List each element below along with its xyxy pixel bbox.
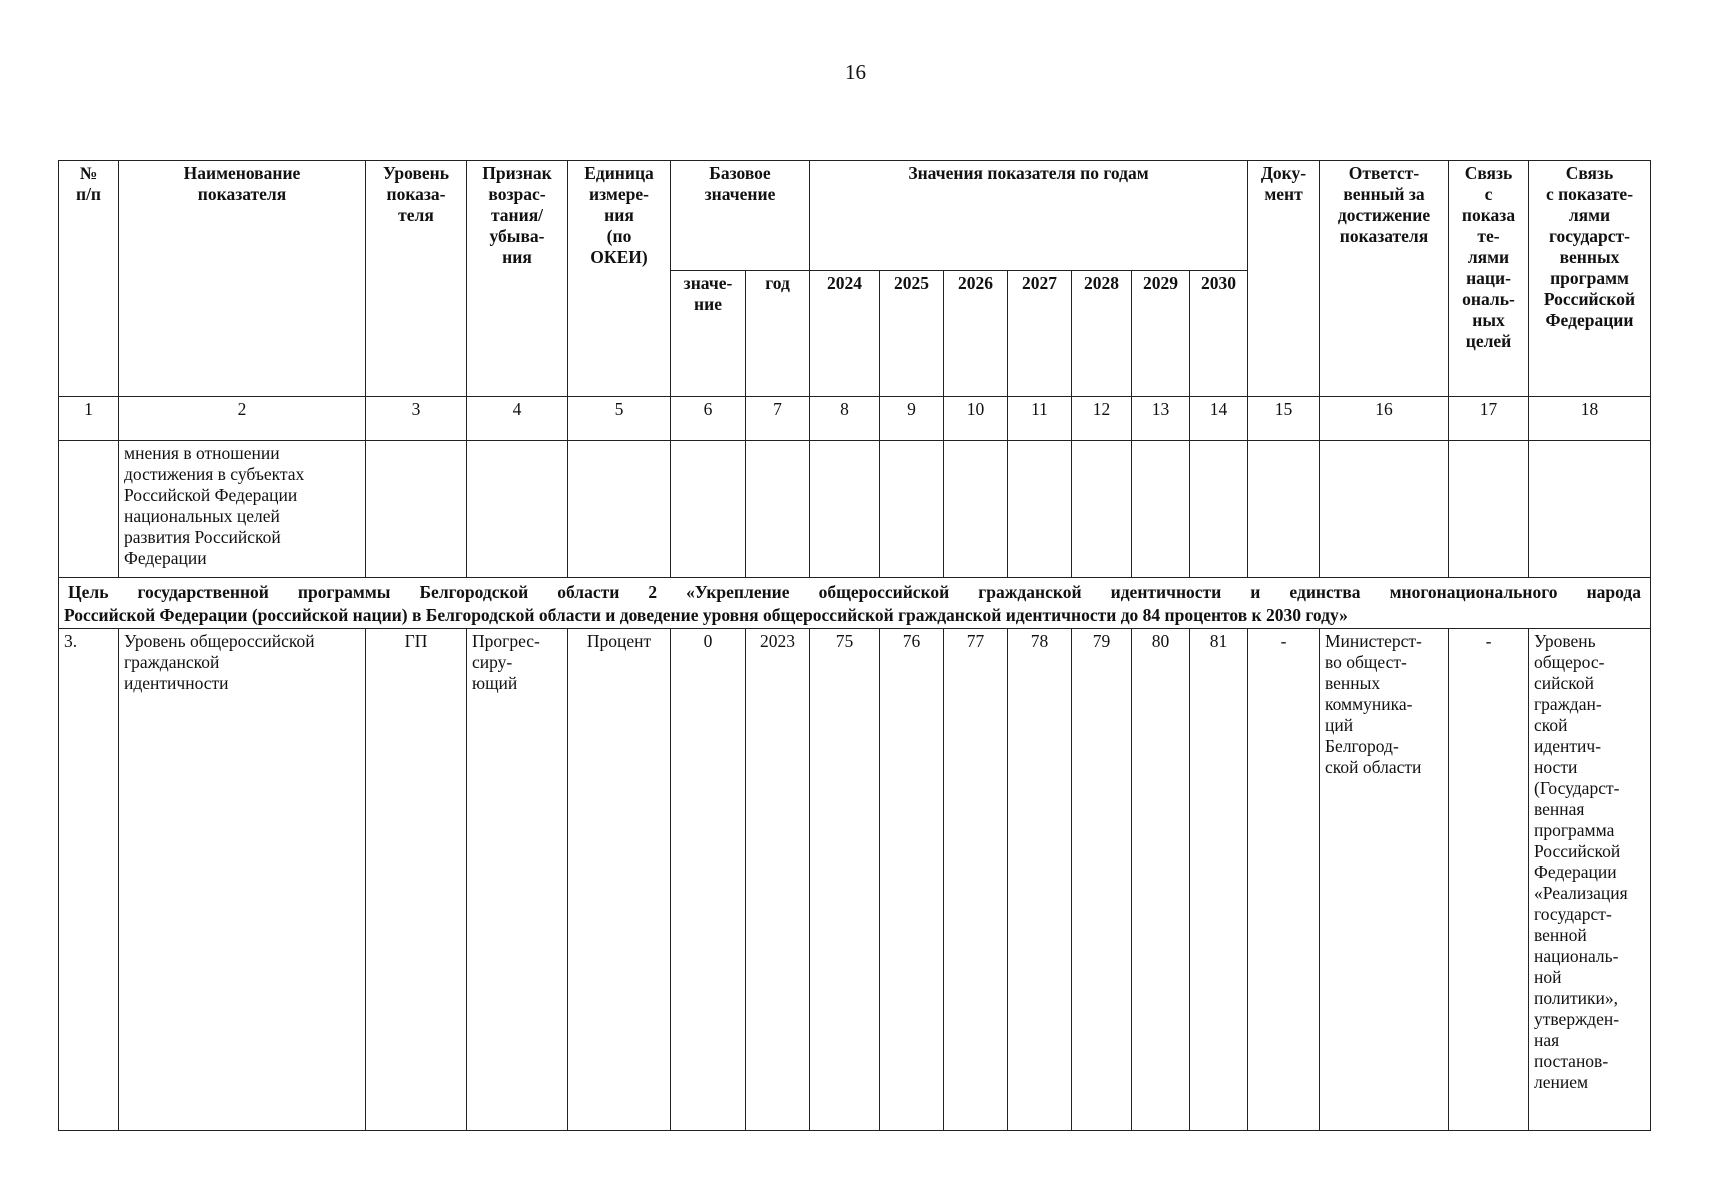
header-year-2030: 2030 xyxy=(1190,271,1248,397)
base-year: 2023 xyxy=(746,629,810,1131)
goal-row xyxy=(59,578,1651,629)
indicator-level: ГП xyxy=(366,629,467,1131)
indicator-row-3 xyxy=(59,629,1651,1131)
goal-text: Цель государственной программы Белгородской области 2 «Укрепление общероссийской гражданской идентичности и единства многонационального народа Российской Федерации (российской нации) в Белгородской области и доведение уровня общероссийской гражданской идентичности до 84 процентов к 2030 году» xyxy=(59,578,1651,629)
header-name: Наименование показателя xyxy=(119,161,366,397)
header-base-group: Базовое значение xyxy=(671,161,810,271)
header-year-2028: 2028 xyxy=(1072,271,1132,397)
column-number: 1 xyxy=(59,397,119,441)
row-number: 3. xyxy=(59,629,119,1131)
header-unit: Единица измере- ния (по ОКЕИ) xyxy=(568,161,671,397)
column-number: 15 xyxy=(1248,397,1320,441)
page-number: 16 xyxy=(845,60,866,84)
continuation-row xyxy=(59,441,1651,578)
header-document: Доку- мент xyxy=(1248,161,1320,397)
base-value: 0 xyxy=(671,629,746,1131)
link-state-cell: Уровень общерос- сийской граждан- ской идентич- ности (Государст- венная программа Российской Федерации «Реализация государст- венной националь- ной политики», утвержден- ная постанов- лением xyxy=(1529,629,1651,1131)
column-number: 5 xyxy=(568,397,671,441)
value-2027: 78 xyxy=(1008,629,1072,1131)
header-base-value: значе- ние xyxy=(671,271,746,397)
column-number: 8 xyxy=(810,397,880,441)
value-2028: 79 xyxy=(1072,629,1132,1131)
value-2024: 75 xyxy=(810,629,880,1131)
header-year-2025: 2025 xyxy=(880,271,944,397)
header-number: № п/п xyxy=(59,161,119,397)
column-number: 16 xyxy=(1320,397,1449,441)
header-link-national: Связь с показа те- лями наци- ональ- ных целей xyxy=(1449,161,1529,397)
value-2029: 80 xyxy=(1132,629,1190,1131)
value-2025: 76 xyxy=(880,629,944,1131)
link-national-cell: - xyxy=(1449,629,1529,1131)
header-year-2029: 2029 xyxy=(1132,271,1190,397)
indicator-trend: Прогрес- сиру- ющий xyxy=(467,629,568,1131)
column-number: 3 xyxy=(366,397,467,441)
column-number: 18 xyxy=(1529,397,1651,441)
header-link-state: Связь с показате- лями государст- венных программ Российской Федерации xyxy=(1529,161,1651,397)
header-trend: Признак возрас- тания/ убыва- ния xyxy=(467,161,568,397)
indicator-unit: Процент xyxy=(568,629,671,1131)
continuation-indicator-name: мнения в отношении достижения в субъектах Российской Федерации национальных целей развития Российской Федерации xyxy=(119,441,366,578)
document-cell: - xyxy=(1248,629,1320,1131)
column-number: 13 xyxy=(1132,397,1190,441)
column-number: 14 xyxy=(1190,397,1248,441)
column-number: 6 xyxy=(671,397,746,441)
value-2030: 81 xyxy=(1190,629,1248,1131)
column-number: 9 xyxy=(880,397,944,441)
responsible-cell: Министерст- во общест- венных коммуника- ций Белгород- ской области xyxy=(1320,629,1449,1131)
column-number: 17 xyxy=(1449,397,1529,441)
header-level: Уровень показа- теля xyxy=(366,161,467,397)
header-year-2027: 2027 xyxy=(1008,271,1072,397)
header-responsible: Ответст- венный за достижение показателя xyxy=(1320,161,1449,397)
column-number: 4 xyxy=(467,397,568,441)
column-number: 7 xyxy=(746,397,810,441)
column-number: 11 xyxy=(1008,397,1072,441)
header-year-2026: 2026 xyxy=(944,271,1008,397)
indicators-table xyxy=(58,160,1651,1131)
header-row-1 xyxy=(59,161,1651,271)
indicator-name: Уровень общероссийской гражданской идентичности xyxy=(119,629,366,1131)
column-number-row xyxy=(59,397,1651,441)
header-years-group: Значения показателя по годам xyxy=(810,161,1248,271)
value-2026: 77 xyxy=(944,629,1008,1131)
column-number: 10 xyxy=(944,397,1008,441)
column-number: 12 xyxy=(1072,397,1132,441)
header-year-2024: 2024 xyxy=(810,271,880,397)
column-number: 2 xyxy=(119,397,366,441)
header-base-year: год xyxy=(746,271,810,397)
